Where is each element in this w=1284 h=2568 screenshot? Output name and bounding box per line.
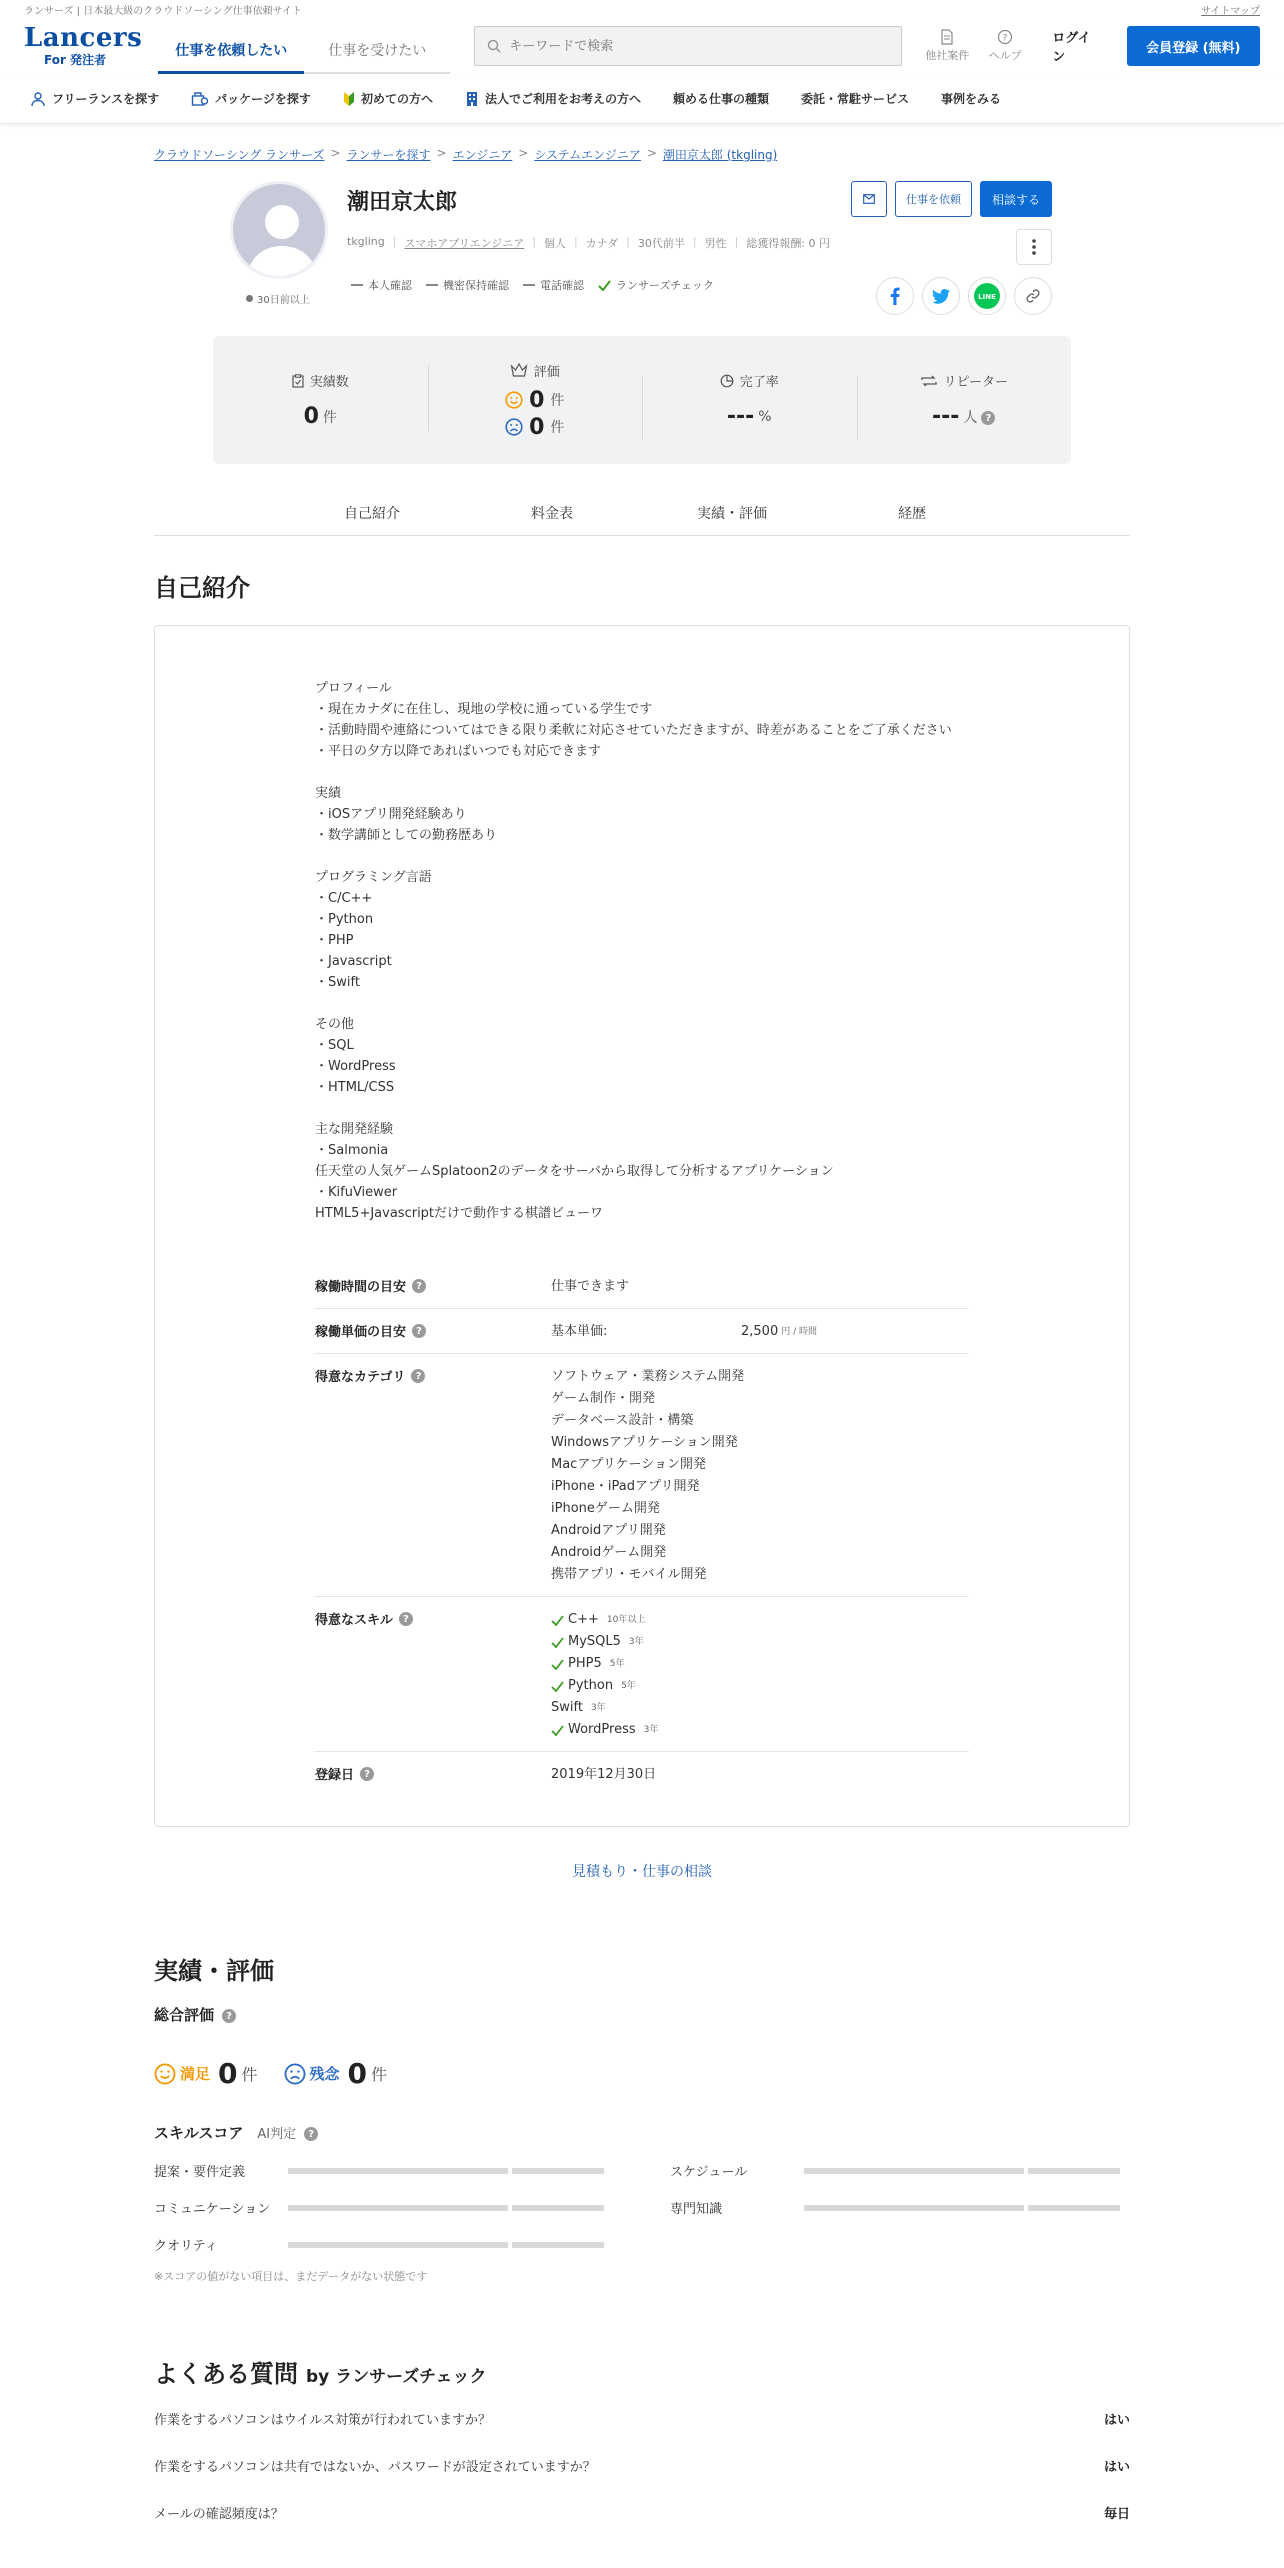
faq-item (154, 2395, 1130, 2442)
stat-label: 評価 (533, 364, 560, 380)
skill-years: 3年 (590, 1703, 606, 1713)
default-avatar-icon (233, 184, 328, 279)
skill-item (551, 1675, 969, 1697)
skill-score-title: スキルスコア (154, 2124, 244, 2142)
detail-key (315, 1609, 551, 1741)
score-label: 専門知識 (670, 2202, 723, 2217)
breadcrumb-sep: > (646, 146, 657, 160)
unchecked-mark (351, 284, 363, 286)
overall-rating (154, 2057, 1130, 2090)
detail-key (315, 1366, 551, 1586)
intro-section-title: 自己紹介 (154, 574, 250, 602)
skill-years: 3年 (643, 1725, 659, 1735)
rating-bad (284, 2057, 388, 2090)
bad-count: 0 (347, 2057, 368, 2090)
age: 30代前半 (637, 237, 685, 250)
category-item: Androidゲーム開発 (551, 1545, 667, 1560)
share-buttons (876, 277, 1052, 315)
faq-item (154, 2442, 1130, 2489)
total-earnings: 総獲得報酬: 0 円 (746, 237, 831, 250)
svg-text:?: ? (1002, 33, 1008, 44)
person-icon (30, 91, 46, 107)
kebab-icon (1032, 239, 1036, 255)
complete-unit: % (758, 408, 772, 425)
check-icon (551, 1725, 564, 1736)
divider: | (626, 235, 630, 248)
score-segment (512, 2242, 604, 2248)
detail-list (315, 1264, 969, 1796)
package-icon (191, 91, 209, 107)
faq-item (154, 2489, 1130, 2536)
category-item: iPhoneゲーム開発 (551, 1501, 660, 1516)
header (0, 18, 1284, 74)
skill-name: Python (568, 1678, 614, 1693)
last-login-text: 30日前以上 (257, 295, 310, 306)
lancers-logo[interactable] (24, 22, 143, 68)
category-item: Macアプリケーション開発 (551, 1457, 707, 1472)
nav-outsourcing[interactable] (801, 90, 909, 107)
stat-header (510, 361, 560, 380)
breadcrumb (154, 146, 1130, 163)
detail-label: 稼働時間の目安 (315, 1280, 407, 1295)
faq-question: 作業をするパソコンは共有ではないか、パスワードが設定されていますか？ (154, 2460, 596, 2475)
hours-value: 仕事できます (551, 1279, 630, 1294)
tab-career[interactable]: 経歴 (898, 505, 926, 522)
category-item: Windowsアプリケーション開発 (551, 1435, 738, 1450)
review-section-title: 実績・評価 (154, 1957, 274, 1985)
score-segment (288, 2168, 508, 2174)
verification-list (351, 277, 714, 293)
svg-text:LINE: LINE (978, 293, 996, 301)
good-count: 0 (218, 2057, 238, 2090)
overall-label: 総合評価 (154, 2006, 215, 2024)
score-bar (288, 2168, 604, 2174)
faq-answer: 毎日 (1103, 2507, 1130, 2522)
faq-by: by ランサーズチェック (306, 2367, 487, 2387)
help-icon[interactable]: ? (304, 2127, 318, 2141)
skill-item (551, 1697, 969, 1719)
search-box (474, 26, 902, 66)
skill-name: Swift (551, 1700, 583, 1715)
skill-list (551, 1609, 969, 1741)
faq-title: よくある質問 (154, 2360, 298, 2388)
bad-unit: 件 (371, 2065, 388, 2084)
rate-amount: 2,500 (741, 1324, 779, 1339)
help-icon[interactable]: ? (981, 411, 995, 425)
other-jobs-label: 他社案件 (925, 49, 970, 62)
skill-item (551, 1653, 969, 1675)
tab-introduction[interactable]: 自己紹介 (344, 505, 400, 522)
divider: | (692, 235, 697, 248)
nav-find-freelancer[interactable] (30, 90, 159, 107)
facebook-icon (890, 287, 900, 305)
smile-face-icon (154, 2063, 176, 2085)
check-icon (598, 280, 611, 291)
header-tabs (158, 18, 450, 74)
check-icon (551, 1637, 564, 1648)
category-item: ゲーム制作・開発 (551, 1391, 656, 1406)
stat-header (292, 371, 349, 390)
stat-value (932, 404, 995, 429)
intro-text: プロフィール ・現在カナダに在住し、現地の学校に通っている学生です ・活動時間や連絡についてはできる限り柔軟に対応させていただきますが、時差があることをご了承ください ・平日の夕方以降であればいつでも対応できます 実績 ・iOSアプリ開発経験あり ・数学講師としての勤務歴あり プログラミング言語 ・C/C++ ・Python ・PHP ・Javascript ・Swift その他 ・SQL ・WordPress ・HTML/CSS 主な開発経験 ・Salmonia 任天堂の人気ゲームSplatoon2のデータをサーバから取得して分析するアプリケーション ・KifuViewer HTML5+Javascriptだけで動作する棋譜ビューワ (315, 681, 952, 1221)
score-segment (288, 2205, 508, 2211)
tab-pricing[interactable]: 料金表 (531, 505, 573, 522)
avatar (230, 181, 328, 279)
nav-label: 法人でご利用をお考えの方へ (484, 92, 641, 106)
help-icon[interactable]: ? (412, 1324, 426, 1338)
skill-item (551, 1631, 969, 1653)
consult-link-wrap (154, 1861, 1130, 1881)
breadcrumb-item[interactable]: エンジニア (452, 148, 513, 162)
category-item: iPhone・iPadアプリ開発 (551, 1479, 700, 1494)
site-tagline: ランサーズ | 日本最大級のクラウドソーシング仕事依頼サイト (24, 5, 302, 17)
detail-key (315, 1276, 551, 1298)
score-segment (804, 2168, 1024, 2174)
rate-unit: 円 / 時間 (781, 1327, 817, 1337)
help-icon[interactable]: ? (360, 1767, 374, 1781)
score-row (670, 2161, 1130, 2180)
main-nav (0, 74, 1284, 124)
nav-find-package[interactable] (191, 90, 311, 107)
skill-name: MySQL5 (568, 1634, 621, 1649)
crown-icon (510, 363, 528, 377)
detail-label: 得意なカテゴリ (315, 1370, 406, 1385)
divider: | (392, 235, 397, 248)
stat-repeat (857, 371, 1072, 429)
category-item: 携帯アプリ・モバイル開発 (551, 1567, 707, 1582)
help-link[interactable] (980, 29, 1030, 63)
detail-rate (315, 1309, 969, 1354)
logo-sub: For 発注者 (44, 52, 107, 67)
check-phone (523, 277, 584, 293)
link-icon (1025, 288, 1041, 304)
check-lancers (598, 277, 714, 293)
stat-header (920, 371, 1008, 390)
stat-label: 実績数 (309, 375, 349, 390)
category-list (551, 1366, 969, 1586)
estimate-consult-link[interactable]: 見積もり・仕事の相談 (572, 1864, 712, 1880)
request-work-button[interactable]: 仕事を依頼 (895, 181, 972, 217)
unchecked-mark (426, 284, 438, 286)
detail-skills (315, 1597, 969, 1752)
score-label: スケジュール (670, 2165, 748, 2180)
skill-item (551, 1719, 969, 1741)
search-icon (487, 39, 501, 53)
skill-years: 5年 (609, 1659, 625, 1669)
check-icon (551, 1681, 564, 1692)
main-container (154, 146, 1130, 336)
score-segment (512, 2168, 604, 2174)
stat-value (304, 404, 337, 429)
login-link[interactable]: ログイン (1052, 31, 1091, 65)
tab-receive-work[interactable]: 仕事を受けたい (304, 28, 450, 74)
repeat-count: --- (932, 404, 960, 429)
user-id: tkgling (347, 235, 385, 248)
sitemap-link[interactable]: サイトマップ (1201, 5, 1260, 17)
account-type: 個人 (544, 237, 567, 250)
breadcrumb-item[interactable]: ランサーを探す (346, 148, 431, 162)
score-segment (1028, 2168, 1120, 2174)
beginner-mark-icon (343, 91, 355, 107)
faq-answer: はい (1103, 2413, 1130, 2428)
building-icon (465, 91, 479, 107)
score-segment (512, 2205, 604, 2211)
stats-panel (213, 336, 1071, 464)
nav-case-studies[interactable] (941, 90, 1001, 107)
clipboard-icon (292, 374, 304, 388)
breadcrumb-sep: > (436, 146, 447, 160)
tab-reviews[interactable]: 実績・評価 (697, 505, 767, 522)
skill-name: C++ (568, 1612, 599, 1627)
category-item: ソフトウェア・業務システム開発 (551, 1369, 745, 1384)
faq-question: 作業をするパソコンはウイルス対策が行われていますか？ (154, 2413, 491, 2428)
help-icon (997, 29, 1013, 45)
occupation-link[interactable]: スマホアプリエンジニア (404, 237, 525, 250)
nav-corporate[interactable] (465, 90, 641, 107)
skill-score-heading (154, 2122, 1130, 2143)
faq-list (154, 2395, 1130, 2536)
good-count: 0 (529, 387, 545, 413)
status-dot (246, 295, 253, 302)
score-segment (804, 2205, 1024, 2211)
header-icons (922, 29, 1030, 63)
good-label: 満足 (180, 2065, 211, 2083)
twitter-icon (932, 289, 950, 304)
help-icon[interactable]: ? (399, 1612, 413, 1626)
check-icon (551, 1615, 564, 1626)
category-item: Androidアプリ開発 (551, 1523, 666, 1538)
score-segment (1028, 2205, 1120, 2211)
check-identity (351, 277, 412, 293)
check-nda (426, 277, 509, 293)
stat-jobs (213, 371, 428, 429)
divider: | (532, 235, 537, 248)
divider: | (574, 235, 578, 248)
overall-rating-heading (154, 2004, 1130, 2025)
bad-unit: 件 (550, 420, 565, 436)
smile-face-icon (505, 391, 523, 409)
detail-categories (315, 1354, 969, 1597)
score-bar (288, 2242, 604, 2248)
line-share[interactable] (968, 277, 1006, 315)
good-unit: 件 (550, 393, 565, 409)
breadcrumb-item[interactable]: システムエンジニア (534, 148, 641, 162)
stat-value (727, 404, 772, 429)
detail-key (315, 1321, 551, 1343)
repeat-icon (920, 374, 938, 388)
score-label: クオリティ (154, 2239, 218, 2254)
nav-label: 事例をみる (941, 92, 1002, 106)
profile-tabs (154, 490, 1130, 536)
faq-answer: はい (1103, 2460, 1130, 2475)
message-button[interactable] (851, 181, 887, 217)
stat-evaluation (428, 361, 643, 440)
twitter-share[interactable] (922, 277, 960, 315)
consult-button[interactable]: 相談する (980, 181, 1052, 217)
complete-rate: --- (726, 404, 755, 429)
profile-meta (347, 235, 830, 251)
intro-card (154, 625, 1130, 1827)
registered-date: 2019年12月30日 (551, 1767, 657, 1782)
stat-header (720, 371, 779, 390)
score-row (670, 2198, 1130, 2217)
help-icon[interactable]: ? (412, 1279, 426, 1293)
stat-label: 完了率 (739, 375, 779, 390)
logo-brand: Lancers (24, 22, 143, 53)
skill-name: PHP5 (568, 1656, 602, 1671)
rating-good (154, 2057, 258, 2090)
nav-job-types[interactable] (673, 90, 769, 107)
unchecked-mark (523, 284, 535, 286)
profile-name: 潮田京太郎 (347, 190, 458, 215)
check-label: 電話確認 (540, 279, 584, 292)
detail-key (315, 1764, 551, 1786)
score-bar (804, 2168, 1120, 2174)
help-label: ヘルプ (988, 49, 1022, 62)
skill-item (551, 1609, 969, 1631)
mail-icon (863, 194, 875, 204)
good-unit: 件 (241, 2065, 258, 2084)
line-icon (974, 283, 1000, 309)
content-container (154, 568, 1130, 2536)
detail-registered (315, 1752, 969, 1796)
nav-beginners[interactable] (343, 90, 433, 107)
more-menu-button[interactable] (1016, 229, 1052, 265)
last-login (246, 291, 310, 306)
nav-label: 委託・常駐サービス (800, 92, 909, 106)
repeat-unit: 人 (963, 409, 978, 426)
skill-years: 3年 (628, 1637, 644, 1647)
nav-label: パッケージを探す (215, 92, 311, 106)
gender: 男性 (704, 237, 727, 250)
faq-question: メールの確認頻度は？ (154, 2507, 284, 2522)
top-strip (0, 0, 1284, 18)
stat-completion (642, 371, 857, 429)
profile-header (154, 181, 1130, 336)
breadcrumb-item[interactable]: クラウドソーシング ランサーズ (154, 148, 325, 162)
stat-label: リピーター (943, 375, 1008, 390)
detail-label: 登録日 (315, 1768, 355, 1783)
sad-face-icon (284, 2063, 306, 2085)
nav-label: 初めての方へ (360, 92, 433, 106)
other-jobs-link[interactable] (922, 29, 972, 63)
document-icon (940, 29, 954, 45)
pie-chart-icon (720, 374, 734, 388)
check-label: ランサーズチェック (616, 279, 714, 292)
detail-label: 稼働単価の目安 (315, 1325, 407, 1340)
faq-heading (154, 2354, 1130, 2389)
jobs-count: 0 (303, 404, 319, 429)
detail-label: 得意なスキル (315, 1613, 393, 1628)
profile-actions (851, 181, 1052, 217)
score-label: 提案・要件定義 (154, 2165, 246, 2180)
nav-label: フリーランスを探す (52, 92, 160, 106)
score-row (154, 2198, 614, 2217)
score-row (154, 2235, 614, 2254)
skill-name: WordPress (568, 1722, 636, 1737)
nav-label: 頼める仕事の種類 (672, 92, 769, 106)
skill-years: 10年以上 (606, 1615, 646, 1625)
skill-years: 5年 (621, 1681, 636, 1691)
rate-basic-label: 基本単価: (551, 1324, 608, 1339)
check-label: 本人確認 (368, 279, 412, 292)
score-bar (804, 2205, 1120, 2211)
category-item: データベース設計・構築 (551, 1413, 694, 1428)
search-input[interactable] (509, 39, 889, 54)
jobs-unit: 件 (322, 409, 337, 426)
score-note: ※スコアの値がない項目は、まだデータがない状態です (154, 2270, 428, 2283)
bad-label: 残念 (309, 2065, 340, 2083)
detail-hours (315, 1264, 969, 1309)
tab-request-work[interactable]: 仕事を依頼したい (158, 28, 304, 74)
breadcrumb-item[interactable]: 潮田京太郎 (tkgling) (662, 148, 778, 162)
sad-face-icon (505, 418, 523, 436)
breadcrumb-sep: > (518, 146, 529, 160)
register-button[interactable]: 会員登録 (無料) (1127, 26, 1260, 66)
copy-link-share[interactable] (1014, 277, 1052, 315)
score-label: コミュニケーション (154, 2202, 271, 2217)
divider: | (734, 235, 739, 248)
ai-tag: AI判定 (257, 2127, 297, 2142)
eval-good (505, 388, 564, 413)
score-segment (288, 2242, 508, 2248)
location: カナダ (585, 237, 619, 250)
score-bar (288, 2205, 604, 2211)
help-icon[interactable]: ? (222, 2009, 236, 2023)
facebook-share[interactable] (876, 277, 914, 315)
check-icon (551, 1659, 564, 1670)
skill-scores (154, 2161, 1130, 2254)
eval-bad (505, 415, 564, 440)
bad-count: 0 (529, 414, 545, 440)
rate-value (551, 1321, 969, 1343)
help-icon[interactable]: ? (411, 1369, 425, 1383)
score-row (154, 2161, 614, 2180)
breadcrumb-sep: > (330, 146, 341, 160)
check-label: 機密保持確認 (443, 279, 509, 292)
